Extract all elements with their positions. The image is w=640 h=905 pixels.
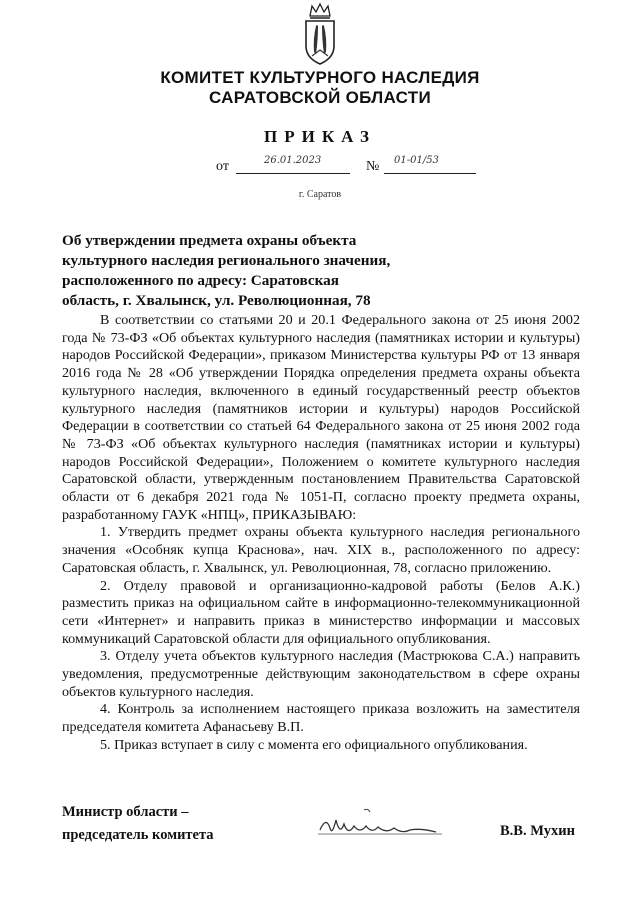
subject-line: культурного наследия регионального значения, [62, 252, 391, 269]
position-line: председатель комитета [62, 827, 214, 843]
coat-of-arms-icon [300, 2, 340, 66]
subject-line: область, г. Хвалынск, ул. Революционная, 78 [62, 292, 371, 309]
subject-line: Об утверждении предмета охраны объекта [62, 232, 357, 249]
date-value: 26.01.2023 [264, 155, 322, 166]
document-meta [216, 157, 476, 177]
preamble-paragraph: В соответствии со статьями 20 и 20.1 Федерального закона от 25 июня 2002 года № 73-ФЗ «Об объектах культурного наследия (памятниках истории и культуры) народов Российской Федерации», приказом Министерства культуры РФ от 13 января 2016 года № 28 «Об утверждении Порядка определения предмета охраны объекта культурного наследия, включенного в единый государственный реестр объектов культурного наследия (памятников истории и культуры) народов Российской Федерации в соответствии со статьей 64 Федерального закона от 25 июня 2002 года № 73-ФЗ «Об объектах культурного наследия (памятниках истории и культуры) народов Российской Федерации», Положением о комитете культурного наследия Саратовской области, утвержденным постановлением Правительства Саратовской области от 6 декабря 2021 года № 1051-П, согласно проекту предмета охраны, разработанному ГАУК «НПЦ», ПРИКАЗЫВАЮ: [62, 312, 580, 523]
position-line: Министр области – [62, 804, 189, 820]
order-item-3: 3. Отделу учета объектов культурного наследия (Мастрюкова С.А.) направить уведомления, предусмотренные действующим законодательством в сфере охраны объектов культурного наследия. [62, 648, 580, 700]
order-item-1: 1. Утвердить предмет охраны объекта культурного наследия регионального значения «Особняк купца Краснова», нач. XIX в., расположенного по адресу: Саратовская область, г. Хвалынск, ул. Революционная, 78, согласно приложению. [62, 524, 580, 576]
organization-region: САРАТОВСКОЙ ОБЛАСТИ [209, 88, 431, 107]
order-item-5: 5. Приказ вступает в силу с момента его официального опубликования. [100, 736, 528, 753]
document-city: г. Саратов [298, 189, 342, 200]
subject-line: расположенного по адресу: Саратовская [62, 272, 339, 289]
signatory-position [62, 801, 214, 847]
handwritten-signature-icon [316, 806, 446, 840]
number-value: 01-01/53 [394, 155, 439, 166]
signatory-name: В.В. Мухин [500, 823, 575, 839]
organization-name: КОМИТЕТ КУЛЬТУРНОГО НАСЛЕДИЯ [160, 68, 480, 87]
date-line [236, 173, 350, 174]
document-body [62, 312, 580, 755]
order-item-2: 2. Отделу правовой и организационно-кадровой работы (Белов А.К.) разместить приказ на официальном сайте в информационно-телекоммуникационной сети «Интернет» и направить приказ в министерство информации и массовых коммуникаций Саратовской области для официального опубликования. [62, 577, 580, 647]
number-label: № [366, 159, 380, 174]
document-subject [62, 231, 422, 311]
date-label: от [216, 159, 229, 174]
document-type: ПРИКАЗ [264, 127, 376, 146]
order-item-4: 4. Контроль за исполнением настоящего приказа возложить на заместителя председателя комитета Афанасьеву В.П. [62, 701, 580, 736]
number-line [384, 173, 476, 174]
